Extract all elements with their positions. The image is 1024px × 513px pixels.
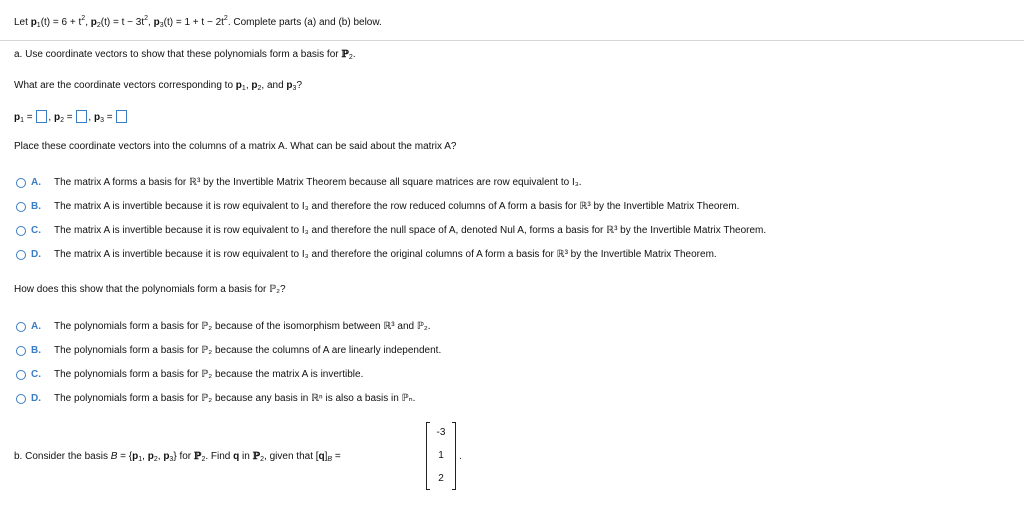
radio-button[interactable] [16, 394, 26, 404]
vector-entry: -3 [436, 427, 446, 438]
option-text[interactable]: The matrix A is invertible because it is row equivalent to I₃ and therefore the row reduced columns of A form a basis for ℝ³ by the Invertible Matrix Theorem. [54, 201, 740, 212]
radio-button[interactable] [16, 346, 26, 356]
polynomial-basis-question: How does this show that the polynomials form a basis for ℙ₂? [14, 284, 286, 295]
option-text[interactable]: The polynomials form a basis for ℙ₂ because any basis in ℝⁿ is also a basis in ℙₙ. [54, 393, 416, 404]
option-letter: C. [31, 369, 41, 380]
divider [0, 40, 1024, 41]
option-letter: D. [31, 249, 41, 260]
option-text[interactable]: The matrix A forms a basis for ℝ³ by the Invertible Matrix Theorem because all square matrices are row equivalent to I₃. [54, 177, 582, 188]
option-letter: A. [31, 321, 41, 332]
option-letter: A. [31, 177, 41, 188]
instruction-text: Complete parts (a) and (b) below. [233, 17, 382, 28]
radio-button[interactable] [16, 370, 26, 380]
vector-entry: 1 [438, 450, 444, 461]
matrix-question: Place these coordinate vectors into the columns of a matrix A. What can be said about the matrix A? [14, 141, 457, 152]
radio-button[interactable] [16, 322, 26, 332]
problem-statement: Let $p_1(t) = 6 + t^2$, $p_2(t) = t - 3t^2$, $p_3(t) = 1 + t - 2t^2$. Complete parts (a) and (b) below. [14, 15, 382, 29]
option-text[interactable]: The polynomials form a basis for ℙ₂ because the columns of A are linearly independent. [54, 345, 442, 356]
radio-button[interactable] [16, 178, 26, 188]
p1-answer-box[interactable] [36, 110, 47, 123]
part-a-prompt: a. Use coordinate vectors to show that these polynomials form a basis for ℙ$_2$. [14, 49, 356, 61]
coordinate-question: What are the coordinate vectors corresponding to $p_1$, $p_2$, and $p_3$? [14, 80, 302, 92]
coordinate-vector [426, 422, 456, 490]
period: . [459, 451, 462, 462]
option-text[interactable]: The matrix A is invertible because it is row equivalent to I₃ and therefore the original columns of A form a basis for ℝ³ by the Invertible Matrix Theorem. [54, 249, 717, 260]
right-bracket [452, 422, 456, 490]
coordinate-answers: $p_1$ = , $p_2$ = , $p_3$ = [14, 110, 128, 124]
radio-button[interactable] [16, 226, 26, 236]
option-letter: B. [31, 201, 41, 212]
option-text[interactable]: The polynomials form a basis for ℙ₂ because the matrix A is invertible. [54, 369, 364, 380]
p3-answer-box[interactable] [116, 110, 127, 123]
radio-button[interactable] [16, 202, 26, 212]
option-text[interactable]: The polynomials form a basis for ℙ₂ because of the isomorphism between ℝ³ and ℙ₂. [54, 321, 431, 332]
option-letter: B. [31, 345, 41, 356]
radio-button[interactable] [16, 250, 26, 260]
option-letter: C. [31, 225, 41, 236]
option-text[interactable]: The matrix A is invertible because it is row equivalent to I₃ and therefore the null space of A, denoted Nul A, forms a basis for ℝ³ by the Invertible Matrix Theorem. [54, 225, 767, 236]
p2-answer-box[interactable] [76, 110, 87, 123]
part-b-prompt: b. Consider the basis $B = \{p_1$, $p_2$, $p_3$} for ℙ$_2$. Find q in ℙ$_2$, given that $[q]_B$ = [14, 451, 341, 463]
option-letter: D. [31, 393, 41, 404]
vector-entry: 2 [438, 473, 444, 484]
